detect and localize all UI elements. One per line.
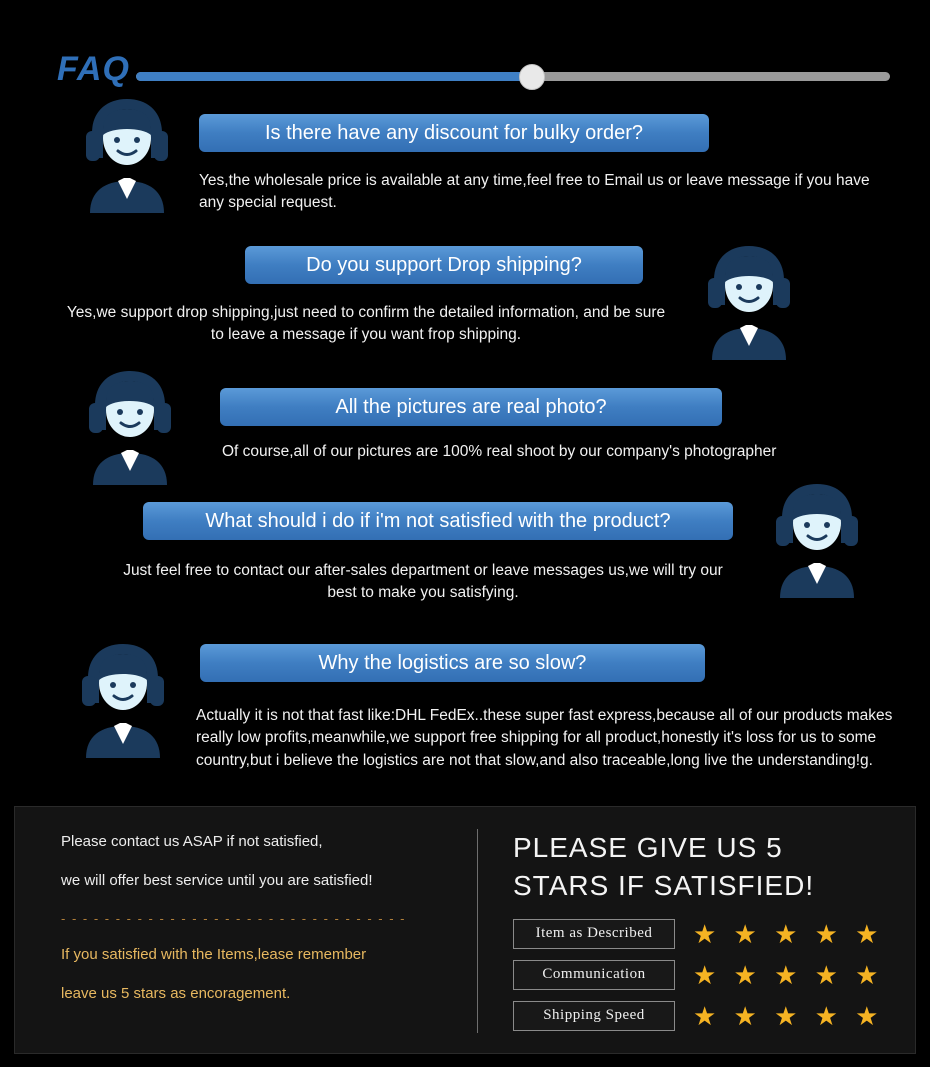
rating-label-shipping-speed: Shipping Speed bbox=[513, 1001, 675, 1031]
progress-slider-track[interactable] bbox=[136, 72, 890, 81]
rating-row bbox=[513, 960, 917, 990]
faq-answer-2: Yes,we support drop shipping,just need to confirm the detailed information, and be sure to leave a message if you want frop shipping. bbox=[66, 304, 666, 344]
faq-question-1[interactable]: Is there have any discount for bulky order? bbox=[199, 114, 709, 152]
faq-answer-5: Actually it is not that fast like:DHL FedEx..these super fast express,because all of our products makes really low profits,meanwhile,we support free shipping for all product,honestly it's loss for us to some country,but i believe the logistics are not that slow,and also traceable,long live the understanding!g. bbox=[196, 707, 893, 769]
rating-label-communication: Communication bbox=[513, 960, 675, 990]
progress-slider-fill bbox=[136, 72, 536, 81]
rating-label-item-as-described: Item as Described bbox=[513, 919, 675, 949]
star-rating-icon: ★ ★ ★ ★ ★ bbox=[693, 918, 884, 949]
support-agent-avatar bbox=[694, 240, 804, 365]
faq-question-3[interactable]: All the pictures are real photo? bbox=[220, 388, 722, 426]
faq-question-2[interactable]: Do you support Drop shipping? bbox=[245, 246, 643, 284]
rating-heading-line-1: PLEASE GIVE US 5 bbox=[513, 832, 783, 863]
faq-question-4[interactable]: What should i do if i'm not satisfied with the product? bbox=[143, 502, 733, 540]
contact-line-2: we will offer best service until you are satisfied! bbox=[61, 872, 373, 889]
contact-line-3: If you satisfied with the Items,lease remember bbox=[61, 946, 367, 963]
support-agent-avatar bbox=[75, 365, 185, 490]
page-title: FAQ bbox=[57, 50, 130, 88]
progress-slider-knob[interactable] bbox=[519, 64, 545, 90]
faq-answer-4: Just feel free to contact our after-sales department or leave messages us,we will try our best to make you satisfying. bbox=[123, 562, 723, 602]
contact-message-block bbox=[15, 807, 470, 1053]
faq-question-5[interactable]: Why the logistics are so slow? bbox=[200, 644, 705, 682]
vertical-divider bbox=[477, 829, 478, 1033]
star-rating-icon: ★ ★ ★ ★ ★ bbox=[693, 959, 884, 990]
faq-header bbox=[0, 24, 930, 88]
support-agent-avatar bbox=[762, 478, 872, 603]
support-agent-avatar bbox=[68, 638, 178, 763]
rating-heading-line-2: STARS IF SATISFIED! bbox=[513, 869, 815, 901]
rating-rows bbox=[513, 919, 917, 1031]
dashed-divider: - - - - - - - - - - - - - - - - - - - - - - - - - - - - - - - - bbox=[61, 911, 406, 926]
satisfaction-panel bbox=[14, 806, 916, 1054]
rating-request-block bbox=[485, 807, 917, 1053]
faq-answer-3: Of course,all of our pictures are 100% real shoot by our company's photographer bbox=[222, 443, 777, 460]
rating-row bbox=[513, 919, 917, 949]
rating-row bbox=[513, 1001, 917, 1031]
support-agent-avatar bbox=[72, 93, 182, 218]
contact-line-1: Please contact us ASAP if not satisfied, bbox=[61, 833, 323, 850]
faq-answer-1: Yes,the wholesale price is available at any time,feel free to Email us or leave message if you have any special request. bbox=[199, 172, 870, 212]
star-rating-icon: ★ ★ ★ ★ ★ bbox=[693, 1000, 884, 1031]
contact-line-4: leave us 5 stars as encoragement. bbox=[61, 985, 291, 1002]
